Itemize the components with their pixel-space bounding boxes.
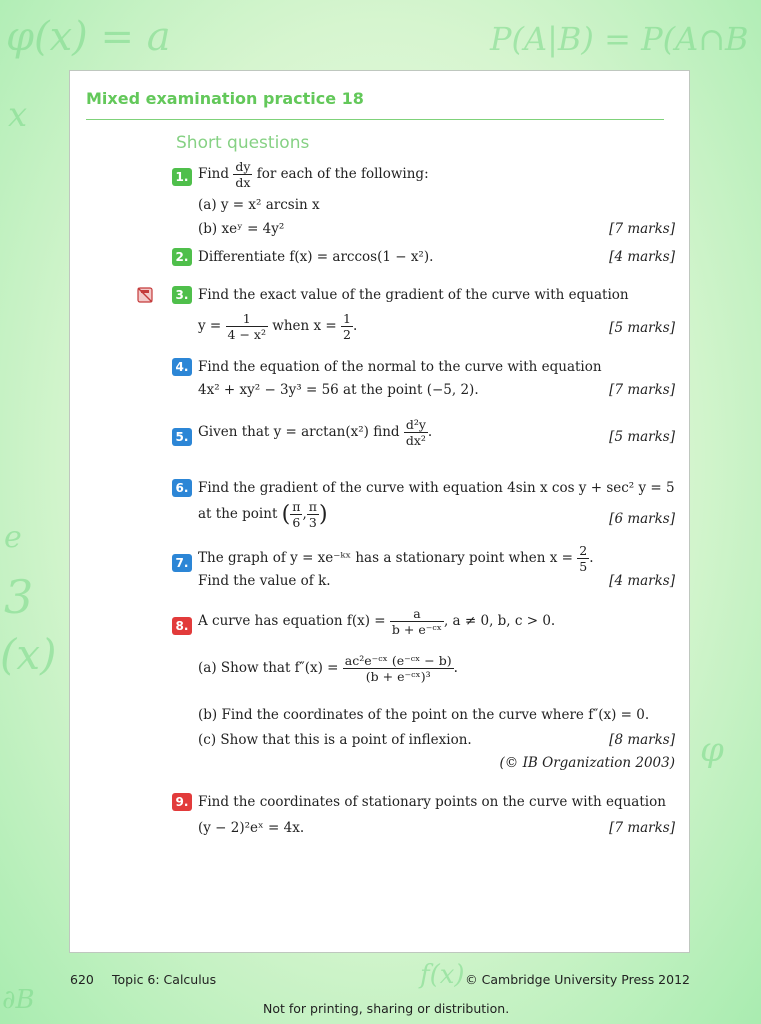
question-text: Find the exact value of the gradient of the curve with equation xyxy=(198,287,629,303)
question-marks: [7 marks] xyxy=(609,382,675,398)
background-formula: φ(x) = a xyxy=(6,14,171,60)
q4-equation: 4x² + xy² − 3y³ = 56 at the point (−5, 2). xyxy=(198,382,479,398)
q3-equation: y = $\frac{1}{\text{4 − x²}}$ when x = $\frac{1}{2}$ . xyxy=(198,311,358,342)
q1-tail: for each of the following: xyxy=(256,166,429,182)
background-formula: (x) xyxy=(0,630,57,679)
question-marks: [7 marks] xyxy=(609,820,675,836)
background-formula: P(A|B) = P(A∩B xyxy=(490,20,749,58)
question-number: 8. xyxy=(172,617,192,635)
q1-part-b: (b) xeʸ = 4y² xyxy=(198,221,285,237)
calculator-icon xyxy=(136,286,154,304)
question-number: 4. xyxy=(172,358,192,376)
q8-part-a: (a) Show that f″(x) = $\frac{\text{ac²e⁻ᶜˣ (e⁻ᶜˣ − b)}}{\text{(b + e⁻ᶜˣ)³}}$ . xyxy=(198,653,458,684)
question-source: (© IB Organization 2003) xyxy=(499,755,675,771)
distribution-notice: Not for printing, sharing or distribution. xyxy=(263,1001,510,1016)
question-marks: [5 marks] xyxy=(609,320,675,336)
question-marks: [7 marks] xyxy=(609,221,675,237)
q8-part-b: (b) Find the coordinates of the point on the curve where f″(x) = 0. xyxy=(198,707,650,723)
question-marks: [4 marks] xyxy=(609,249,675,265)
question-text: Differentiate f(x) = arccos(1 − x²). xyxy=(198,249,434,265)
question-number: 1. xyxy=(172,168,192,186)
background-formula: φ xyxy=(700,730,724,770)
question-marks: [8 marks] xyxy=(609,732,675,748)
question-text: Given that y = arctan(x²) find $\frac{\text{d²y}}{\text{dx²}}$ . xyxy=(198,417,433,448)
background-formula: 3 xyxy=(4,570,34,624)
question-marks: [4 marks] xyxy=(609,573,675,589)
question-number: 9. xyxy=(172,793,192,811)
q1-part-a: (a) y = x² arcsin x xyxy=(198,197,320,213)
question-number: 7. xyxy=(172,554,192,572)
background-formula: f(x) xyxy=(420,960,465,990)
q9-equation: (y − 2)²eˣ = 4x. xyxy=(198,820,305,836)
question-number: 3. xyxy=(172,286,192,304)
q1-lead: Find xyxy=(198,166,230,182)
q7-line2: Find the value of k. xyxy=(198,573,331,589)
subsection-title: Short questions xyxy=(176,133,310,153)
background-formula: e xyxy=(4,520,22,555)
question-marks: [6 marks] xyxy=(609,511,675,527)
question-text: Find the gradient of the curve with equation 4sin x cos y + sec² y = 5 xyxy=(198,480,675,496)
question-number: 2. xyxy=(172,248,192,266)
title-divider xyxy=(86,119,664,120)
question-marks: [5 marks] xyxy=(609,429,675,445)
background-formula: ∂B xyxy=(2,985,35,1015)
question-text: The graph of y = xe⁻ᵏˣ has a stationary point when x = $\frac{2}{5}$ . xyxy=(198,543,594,574)
page-number: 620 xyxy=(70,972,94,987)
exam-page xyxy=(69,70,690,953)
question-text: Find the equation of the normal to the curve with equation xyxy=(198,359,602,375)
topic-label: Topic 6: Calculus xyxy=(112,972,217,987)
background-formula: x xyxy=(8,95,28,135)
copyright: © Cambridge University Press 2012 xyxy=(465,972,690,987)
question-text: A curve has equation f(x) = $\frac{a}{\text{b + e⁻ᶜˣ}}$ , a ≠ 0, b, c > 0. xyxy=(198,606,556,637)
question-number: 5. xyxy=(172,428,192,446)
q6-point: at the point ( $\frac{\pi}{6}$ , $\frac{\pi}{3}$ ) xyxy=(198,499,328,530)
question-text: Find the coordinates of stationary points on the curve with equation xyxy=(198,794,666,810)
question-number: 6. xyxy=(172,479,192,497)
section-title: Mixed examination practice 18 xyxy=(86,89,364,108)
question-text xyxy=(198,159,429,190)
q1-fraction: $\frac{dy}{dx}$ xyxy=(235,159,251,190)
q8-part-c: (c) Show that this is a point of inflexion. xyxy=(198,732,472,748)
